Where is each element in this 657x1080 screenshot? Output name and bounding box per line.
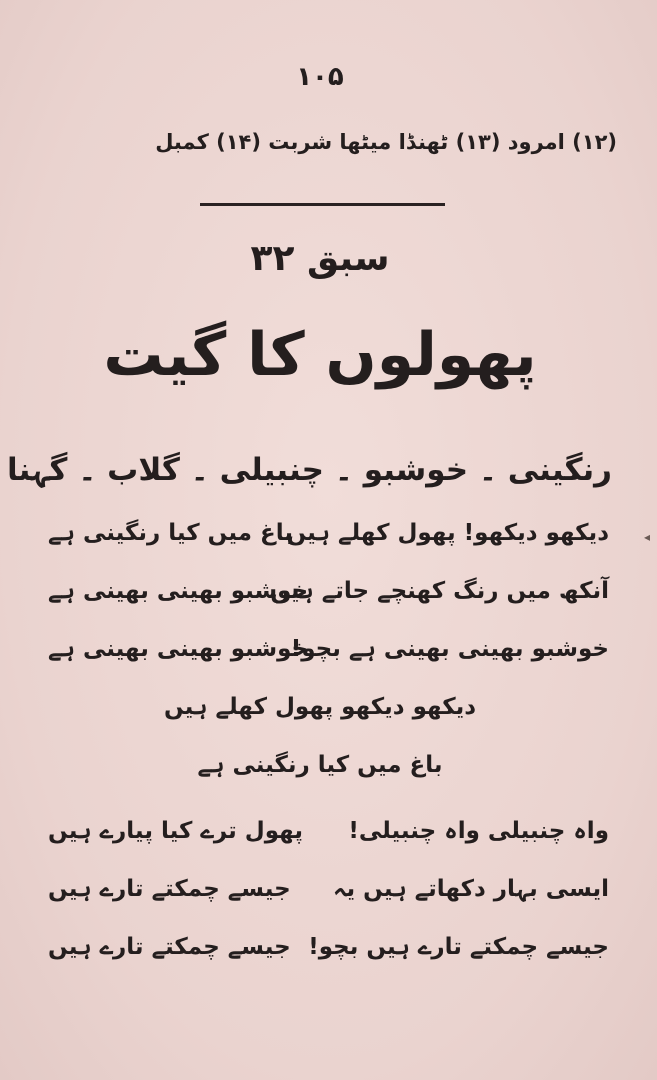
poem-line: باغ میں کیا رنگینی ہے (197, 752, 443, 778)
lesson-label: سبق ۳۲ (250, 238, 390, 279)
poem-line: خوشبو بھینی بھینی ہے بچو! (290, 636, 609, 662)
poem-line: خوشبو بھینی بھینی ہے (48, 636, 309, 662)
poem-line: جیسے چمکتے تارے ہیں (48, 934, 291, 960)
poem-line: پھول ترے کیا پیارے ہیں (48, 818, 303, 844)
vocabulary-line: رنگینی ۔ خوشبو ۔ چنبیلی ۔ گلاب ۔ گہنا (6, 452, 612, 488)
poem-line: واہ چنبیلی واہ چنبیلی! (348, 818, 609, 844)
poem-line: جیسے چمکتے تارے ہیں (48, 876, 291, 902)
lesson-title: پھولوں کا گیت (103, 320, 537, 390)
previous-lesson-vocab: (۱۲) امرود (۱۳) ٹھنڈا میٹھا شربت (۱۴) کمبل (155, 130, 617, 154)
poem-line: ایسی بہار دکھاتے ہیں یہ (333, 876, 609, 902)
binding-mark: ◂ (644, 530, 651, 544)
poem-line: باغ میں کیا رنگینی ہے (48, 520, 293, 546)
poem-line: خوشبو بھینی بھینی ہے (48, 578, 309, 604)
poem-line: آنکھ میں رنگ کھنچے جاتے ہیں (270, 578, 609, 604)
poem-line: دیکھو دیکھو! پھول کھلے ہیں (286, 520, 609, 546)
poem-line: دیکھو دیکھو پھول کھلے ہیں (163, 694, 477, 720)
page-number: ۱۰۵ (296, 62, 344, 92)
divider-rule (200, 203, 445, 206)
poem-line: جیسے چمکتے تارے ہیں بچو! (308, 934, 609, 960)
